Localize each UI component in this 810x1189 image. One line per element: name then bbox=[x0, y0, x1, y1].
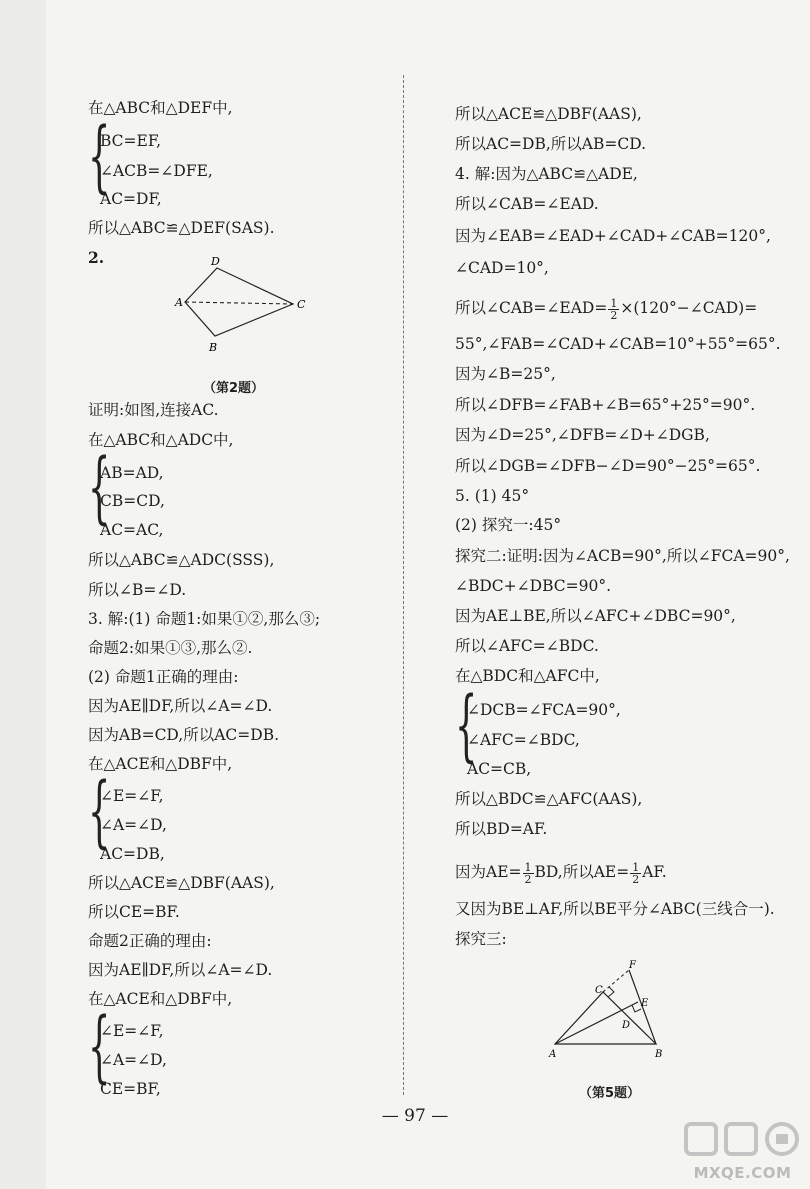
page-number: — 97 — bbox=[381, 1106, 449, 1126]
fig5-label-e: E bbox=[641, 998, 649, 1009]
text-line: 因为∠EAB=∠EAD+∠CAD+∠CAB=120°, bbox=[455, 227, 771, 245]
text-line: ∠AFC=∠BDC, bbox=[467, 731, 580, 749]
fraction-denominator: 2 bbox=[632, 872, 640, 886]
text-line: ∠A=∠D, bbox=[100, 1051, 167, 1069]
column-divider bbox=[403, 75, 404, 1095]
text-line-fraction bbox=[455, 856, 667, 888]
text-line: ∠DCB=∠FCA=90°, bbox=[467, 701, 621, 719]
figure-2-quadrilateral bbox=[173, 252, 313, 360]
text-line: 命题2正确的理由: bbox=[88, 932, 212, 950]
fraction bbox=[523, 862, 534, 885]
text-line: 又因为BE⊥AF,所以BE平分∠ABC(三线合一). bbox=[455, 900, 775, 918]
text-line: BC=EF, bbox=[100, 132, 162, 150]
right-angle-mark-c bbox=[608, 987, 614, 997]
fig2-label-c: C bbox=[297, 298, 306, 311]
text-line: AB=AD, bbox=[100, 464, 164, 482]
question-number: 2. bbox=[88, 248, 105, 267]
text-line: ∠ACB=∠DFE, bbox=[100, 162, 213, 180]
text-line: 在△ABC和△DEF中, bbox=[88, 99, 233, 117]
text-line: 在△ACE和△DBF中, bbox=[88, 755, 233, 773]
fraction-numerator: 1 bbox=[524, 860, 532, 874]
text-segment: 所以∠CAB=∠EAD= bbox=[455, 299, 608, 317]
diagonal-ac bbox=[185, 302, 293, 304]
text-line: 所以△ABC≌△ADC(SSS), bbox=[88, 551, 275, 569]
figure-2-caption: （第2题） bbox=[203, 381, 265, 396]
watermark-logo bbox=[680, 1118, 805, 1186]
text-line: 所以△ACE≌△DBF(AAS), bbox=[88, 874, 275, 892]
text-line: 所以∠AFC=∠BDC. bbox=[455, 637, 599, 655]
watermark-text: MXQE.COM bbox=[693, 1164, 792, 1182]
text-line: 在△ACE和△DBF中, bbox=[88, 990, 233, 1008]
text-line: (2) 探究一:45° bbox=[455, 516, 562, 534]
text-line: 5. (1) 45° bbox=[455, 487, 530, 505]
text-line: ∠A=∠D, bbox=[100, 816, 167, 834]
fraction-denominator: 2 bbox=[524, 872, 532, 886]
text-line: ∠CAD=10°, bbox=[455, 259, 549, 277]
text-line: 因为∠B=25°, bbox=[455, 365, 556, 383]
fraction bbox=[630, 862, 641, 885]
text-line: AC=DF, bbox=[100, 190, 162, 208]
watermark-glyphs bbox=[680, 1118, 805, 1166]
right-angle-mark-e bbox=[632, 1005, 641, 1012]
figure-5-triangle bbox=[543, 960, 673, 1060]
text-line: (2) 命题1正确的理由: bbox=[88, 668, 239, 686]
fig5-label-d: D bbox=[622, 1020, 631, 1031]
text-line: 所以∠B=∠D. bbox=[88, 581, 187, 599]
text-segment: 因为AE= bbox=[455, 863, 522, 881]
text-line: 所以CE=BF. bbox=[88, 903, 180, 921]
left-brace: { bbox=[455, 681, 478, 771]
text-line: 所以∠DFB=∠FAB+∠B=65°+25°=90°. bbox=[455, 396, 756, 414]
fig2-label-b: B bbox=[209, 341, 218, 354]
text-line: ∠E=∠F, bbox=[100, 787, 164, 805]
fraction bbox=[608, 298, 619, 321]
text-line: 3. 解:(1) 命题1:如果①②,那么③; bbox=[88, 610, 321, 628]
fig5-label-f: F bbox=[629, 960, 636, 971]
text-line: 所以∠CAB=∠EAD. bbox=[455, 195, 599, 213]
text-line: 所以AC=DB,所以AB=CD. bbox=[455, 135, 647, 153]
fig2-label-a: A bbox=[175, 296, 183, 309]
text-line: 证明:如图,连接AC. bbox=[88, 401, 219, 419]
text-line: 探究三: bbox=[455, 930, 507, 948]
text-line: 在△BDC和△AFC中, bbox=[455, 667, 600, 685]
text-line: ∠E=∠F, bbox=[100, 1022, 164, 1040]
text-line: 55°,∠FAB=∠CAD+∠CAB=10°+55°=65°. bbox=[455, 335, 781, 353]
text-line: 4. 解:因为△ABC≌△ADE, bbox=[455, 165, 638, 183]
text-line: 探究二:证明:因为∠ACB=90°,所以∠FCA=90°, bbox=[455, 547, 790, 565]
text-line-fraction bbox=[455, 292, 757, 324]
text-segment: ×(120°−∠CAD)= bbox=[620, 299, 758, 317]
text-line: AC=CB, bbox=[467, 760, 532, 778]
fig2-label-d: D bbox=[211, 255, 220, 268]
text-line: ∠BDC+∠DBC=90°. bbox=[455, 577, 611, 595]
fig5-label-b: B bbox=[655, 1049, 663, 1060]
text-line: 因为∠D=25°,∠DFB=∠D+∠DGB, bbox=[455, 426, 710, 444]
left-brace: { bbox=[88, 443, 111, 533]
left-brace: { bbox=[88, 112, 111, 202]
left-brace: { bbox=[88, 1002, 111, 1092]
dashed-cf bbox=[603, 970, 629, 992]
text-line: 所以△ABC≌△DEF(SAS). bbox=[88, 219, 275, 237]
text-line: 在△ABC和△ADC中, bbox=[88, 431, 234, 449]
text-line: 所以BD=AF. bbox=[455, 820, 548, 838]
text-line: 所以△BDC≌△AFC(AAS), bbox=[455, 790, 643, 808]
fraction-numerator: 1 bbox=[632, 860, 640, 874]
text-line: AC=DB, bbox=[100, 845, 165, 863]
text-line: 因为AB=CD,所以AC=DB. bbox=[88, 726, 280, 744]
text-line: CE=BF, bbox=[100, 1080, 161, 1098]
text-line: 所以∠DGB=∠DFB−∠D=90°−25°=65°. bbox=[455, 457, 761, 475]
fraction-denominator: 2 bbox=[610, 308, 618, 322]
fraction-numerator: 1 bbox=[610, 296, 618, 310]
text-line: 因为AE⊥BE,所以∠AFC+∠DBC=90°, bbox=[455, 607, 736, 625]
fig5-label-a: A bbox=[549, 1049, 557, 1060]
text-line: CB=CD, bbox=[100, 492, 165, 510]
fig5-label-c: C bbox=[595, 985, 603, 996]
text-line: 所以△ACE≌△DBF(AAS), bbox=[455, 105, 642, 123]
text-segment: AF. bbox=[642, 863, 667, 881]
text-line: 命题2:如果①③,那么②. bbox=[88, 639, 253, 657]
text-segment: BD,所以AE= bbox=[534, 863, 630, 881]
text-line: 因为AE∥DF,所以∠A=∠D. bbox=[88, 961, 273, 979]
text-line: 因为AE∥DF,所以∠A=∠D. bbox=[88, 697, 273, 715]
figure-5-caption: （第5题） bbox=[579, 1086, 641, 1101]
text-line: AC=AC, bbox=[100, 521, 164, 539]
left-brace: { bbox=[88, 767, 111, 857]
